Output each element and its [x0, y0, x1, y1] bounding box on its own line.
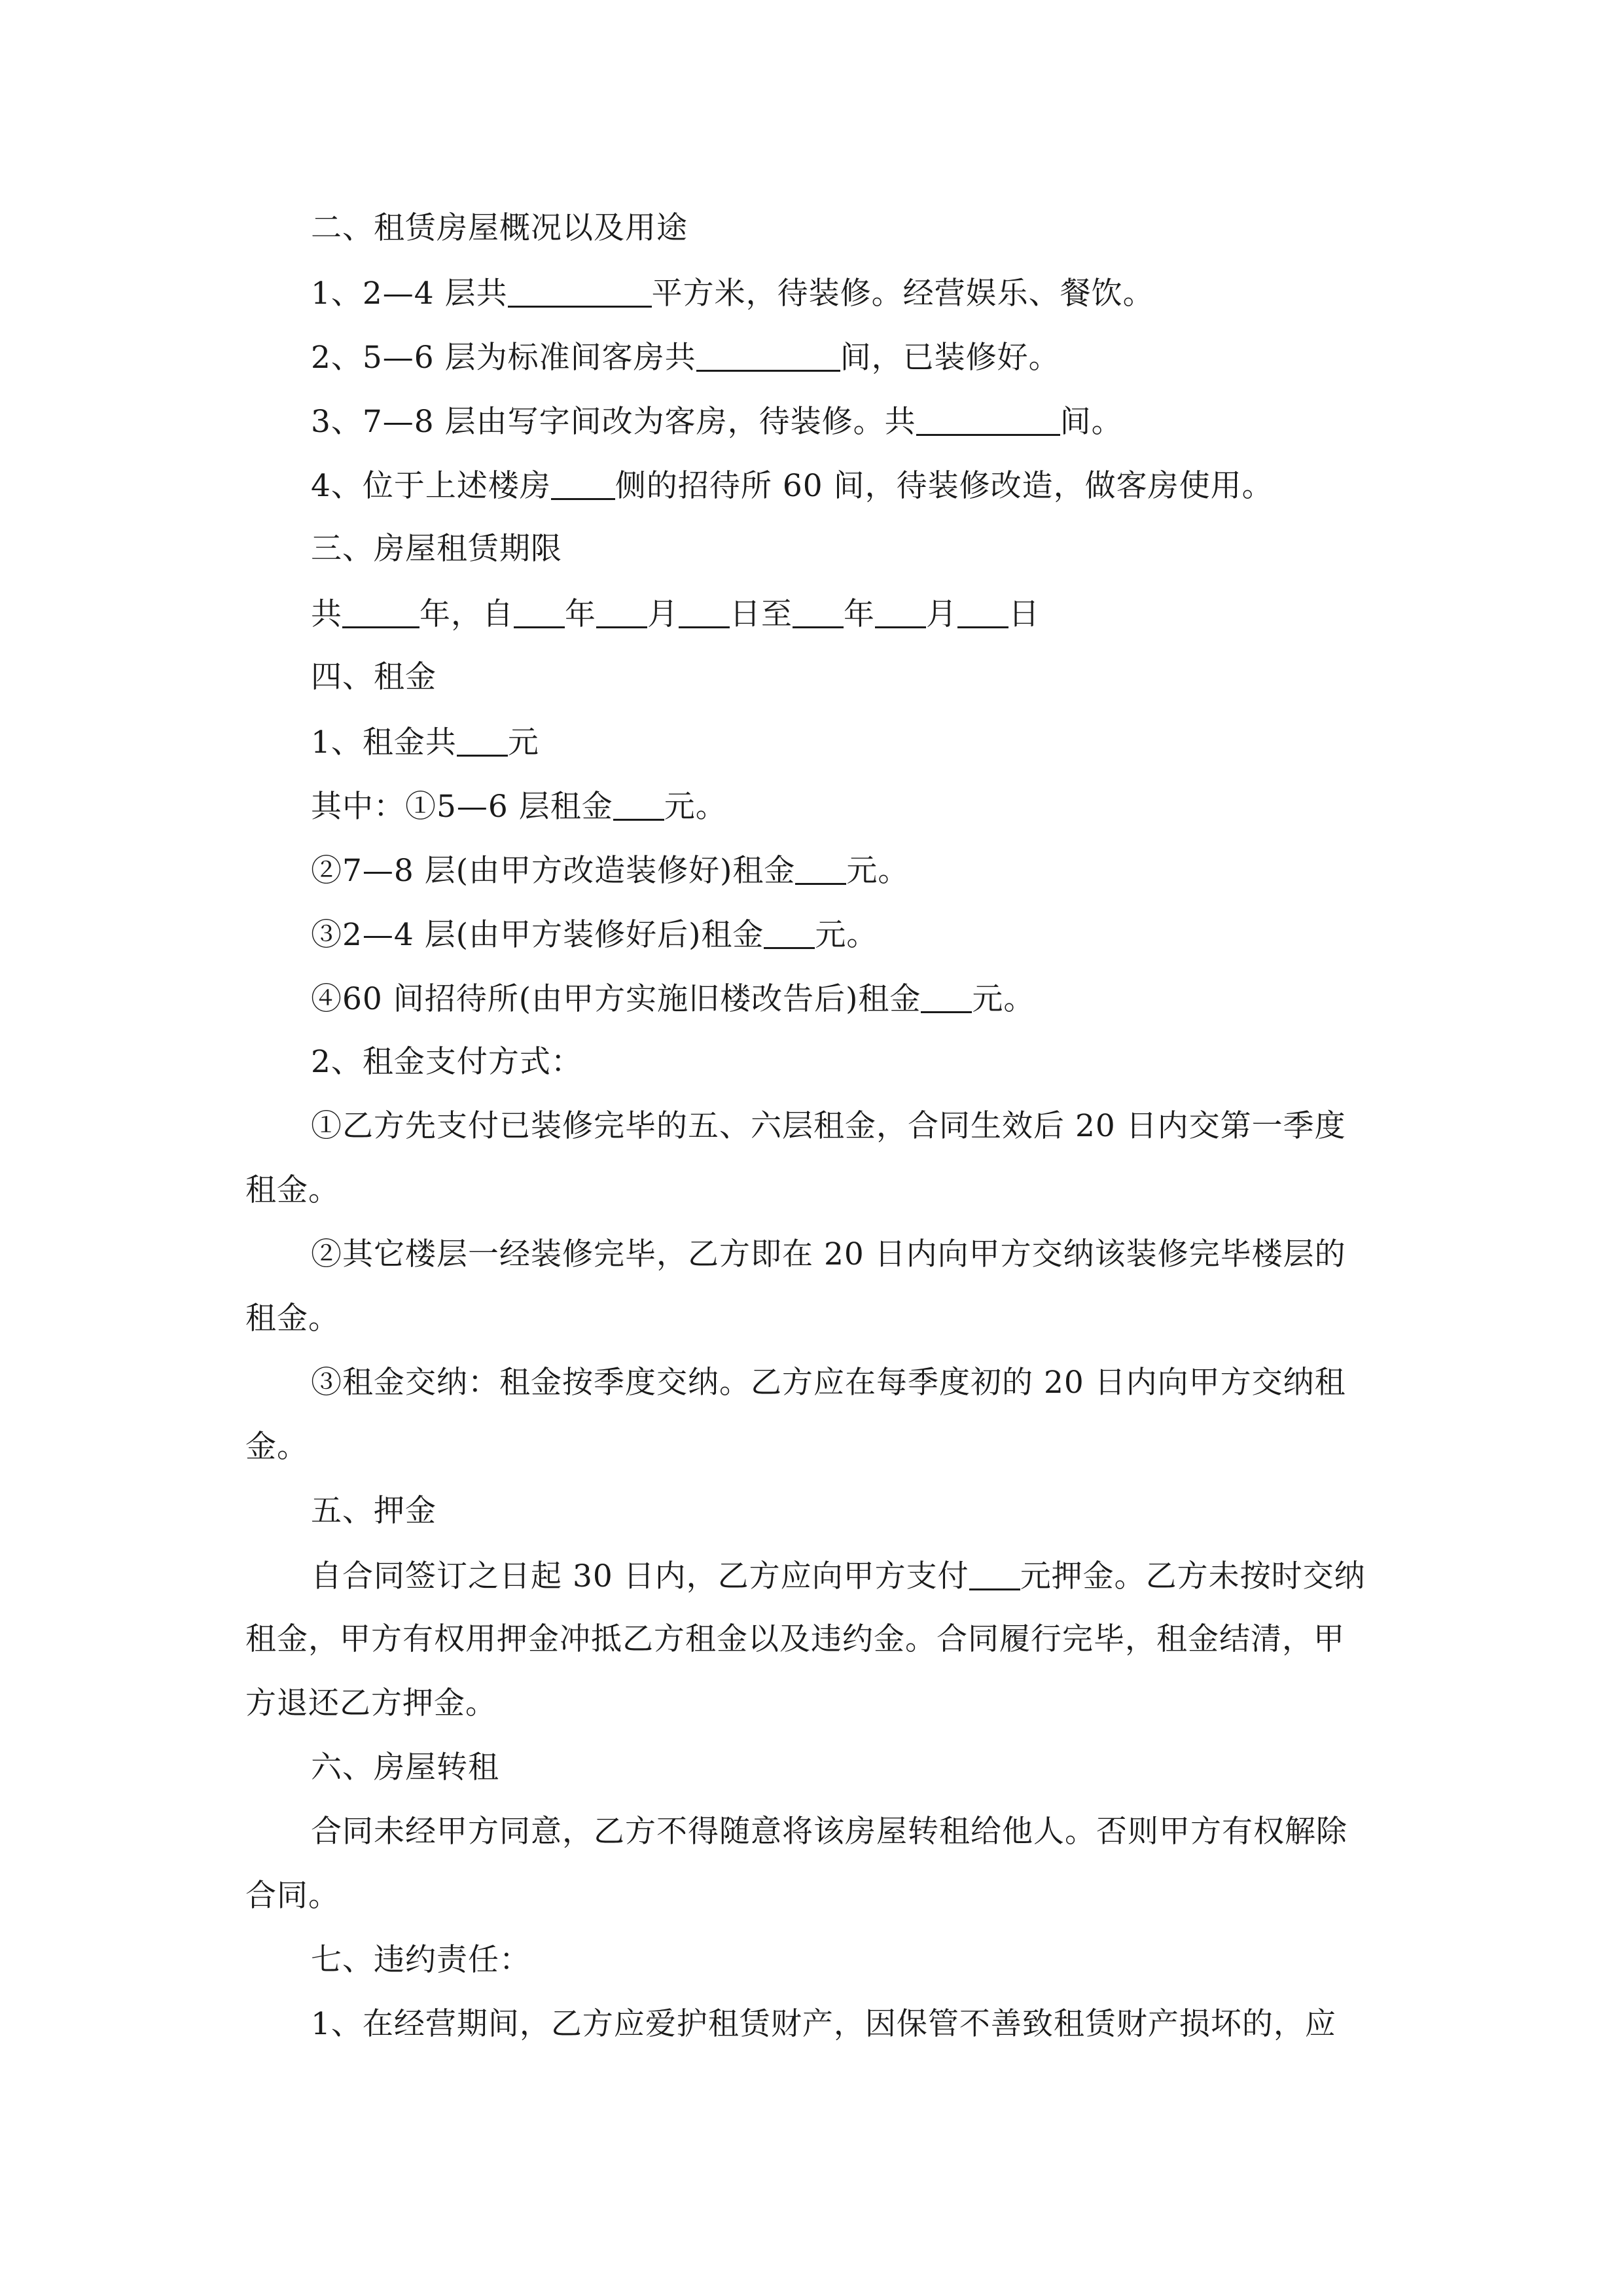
fill-blank-rent-2: [795, 854, 846, 885]
lease-term-line: 共 年，自 年 月 日至 年 月 日: [311, 596, 1040, 632]
fill-blank-rent-4: [921, 982, 972, 1013]
clause-2-1: 1、2—4 层共 平方米，待装修。经营娱乐、餐饮。: [311, 276, 1154, 312]
deposit-paragraph-line-2: 租金，甲方有权用押金冲抵乙方租金以及违约金。合同履行完毕，租金结清，甲: [245, 1621, 1345, 1657]
rent-payment-1: ①乙方先支付已装修完毕的五、六层租金，合同生效后 20 日内交第一季度: [311, 1108, 1346, 1144]
sublease-paragraph-line-2: 合同。: [245, 1878, 340, 1914]
section-heading-7: 七、违约责任：: [311, 1942, 531, 1978]
fill-blank-area: [508, 277, 652, 308]
rent-sub-1: 其中：①5—6 层租金 元。: [311, 789, 727, 825]
rent-payment-2-cont: 租金。: [245, 1300, 340, 1336]
liability-clause-1: 1、在经营期间，乙方应爱护租赁财产，因保管不善致租赁财产损坏的，应: [311, 2006, 1336, 2042]
rent-sub-4: ④60 间招待所(由甲方实施旧楼改告后)租金 元。: [311, 981, 1035, 1017]
section-heading-2: 二、租赁房屋概况以及用途: [311, 210, 688, 246]
rent-payment-3: ③租金交纳：租金按季度交纳。乙方应在每季度初的 20 日内向甲方交纳租: [311, 1365, 1346, 1401]
rent-payment-3-cont: 金。: [245, 1429, 308, 1465]
fill-blank-end-day: [957, 598, 1008, 628]
rent-payment-heading: 2、租金支付方式：: [311, 1044, 582, 1080]
section-heading-3: 三、房屋租赁期限: [311, 531, 562, 567]
rent-payment-1-cont: 租金。: [245, 1172, 340, 1208]
clause-2-2: 2、5—6 层为标准间客房共 间，已装修好。: [311, 340, 1060, 376]
fill-blank-years: [342, 598, 419, 628]
fill-blank-rent-3: [764, 918, 815, 949]
rent-sub-3: ③2—4 层(由甲方装修好后)租金 元。: [311, 917, 878, 953]
clause-2-3: 3、7—8 层由写字间改为客房，待装修。共 间。: [311, 404, 1123, 440]
fill-blank-side: [551, 469, 615, 500]
fill-blank-start-month: [596, 598, 647, 628]
fill-blank-rooms: [696, 341, 840, 372]
sublease-paragraph-line-1: 合同未经甲方同意，乙方不得随意将该房屋转租给他人。否则甲方有权解除: [311, 1814, 1347, 1850]
rent-total-line: 1、租金共 元: [311, 725, 539, 761]
section-heading-5: 五、押金: [311, 1493, 437, 1529]
fill-blank-end-year: [793, 598, 844, 628]
section-heading-4: 四、租金: [311, 659, 437, 695]
rent-payment-2: ②其它楼层一经装修完毕，乙方即在 20 日内向甲方交纳该装修完毕楼层的: [311, 1236, 1346, 1272]
fill-blank-end-month: [875, 598, 926, 628]
fill-blank-deposit: [969, 1560, 1020, 1590]
rent-sub-2: ②7—8 层(由甲方改造装修好)租金 元。: [311, 853, 910, 889]
fill-blank-rent-total: [457, 726, 508, 757]
deposit-paragraph-line-3: 方退还乙方押金。: [245, 1685, 497, 1721]
fill-blank-rent-1: [613, 790, 664, 821]
deposit-paragraph-line-1: 自合同签订之日起 30 日内，乙方应向甲方支付 元押金。乙方未按时交纳: [311, 1558, 1366, 1594]
clause-2-4: 4、位于上述楼房 侧的招待所 60 间，待装修改造，做客房使用。: [311, 468, 1274, 504]
fill-blank-start-year: [514, 598, 565, 628]
fill-blank-rooms-2: [916, 405, 1060, 436]
section-heading-6: 六、房屋转租: [311, 1749, 499, 1785]
fill-blank-start-day: [679, 598, 730, 628]
